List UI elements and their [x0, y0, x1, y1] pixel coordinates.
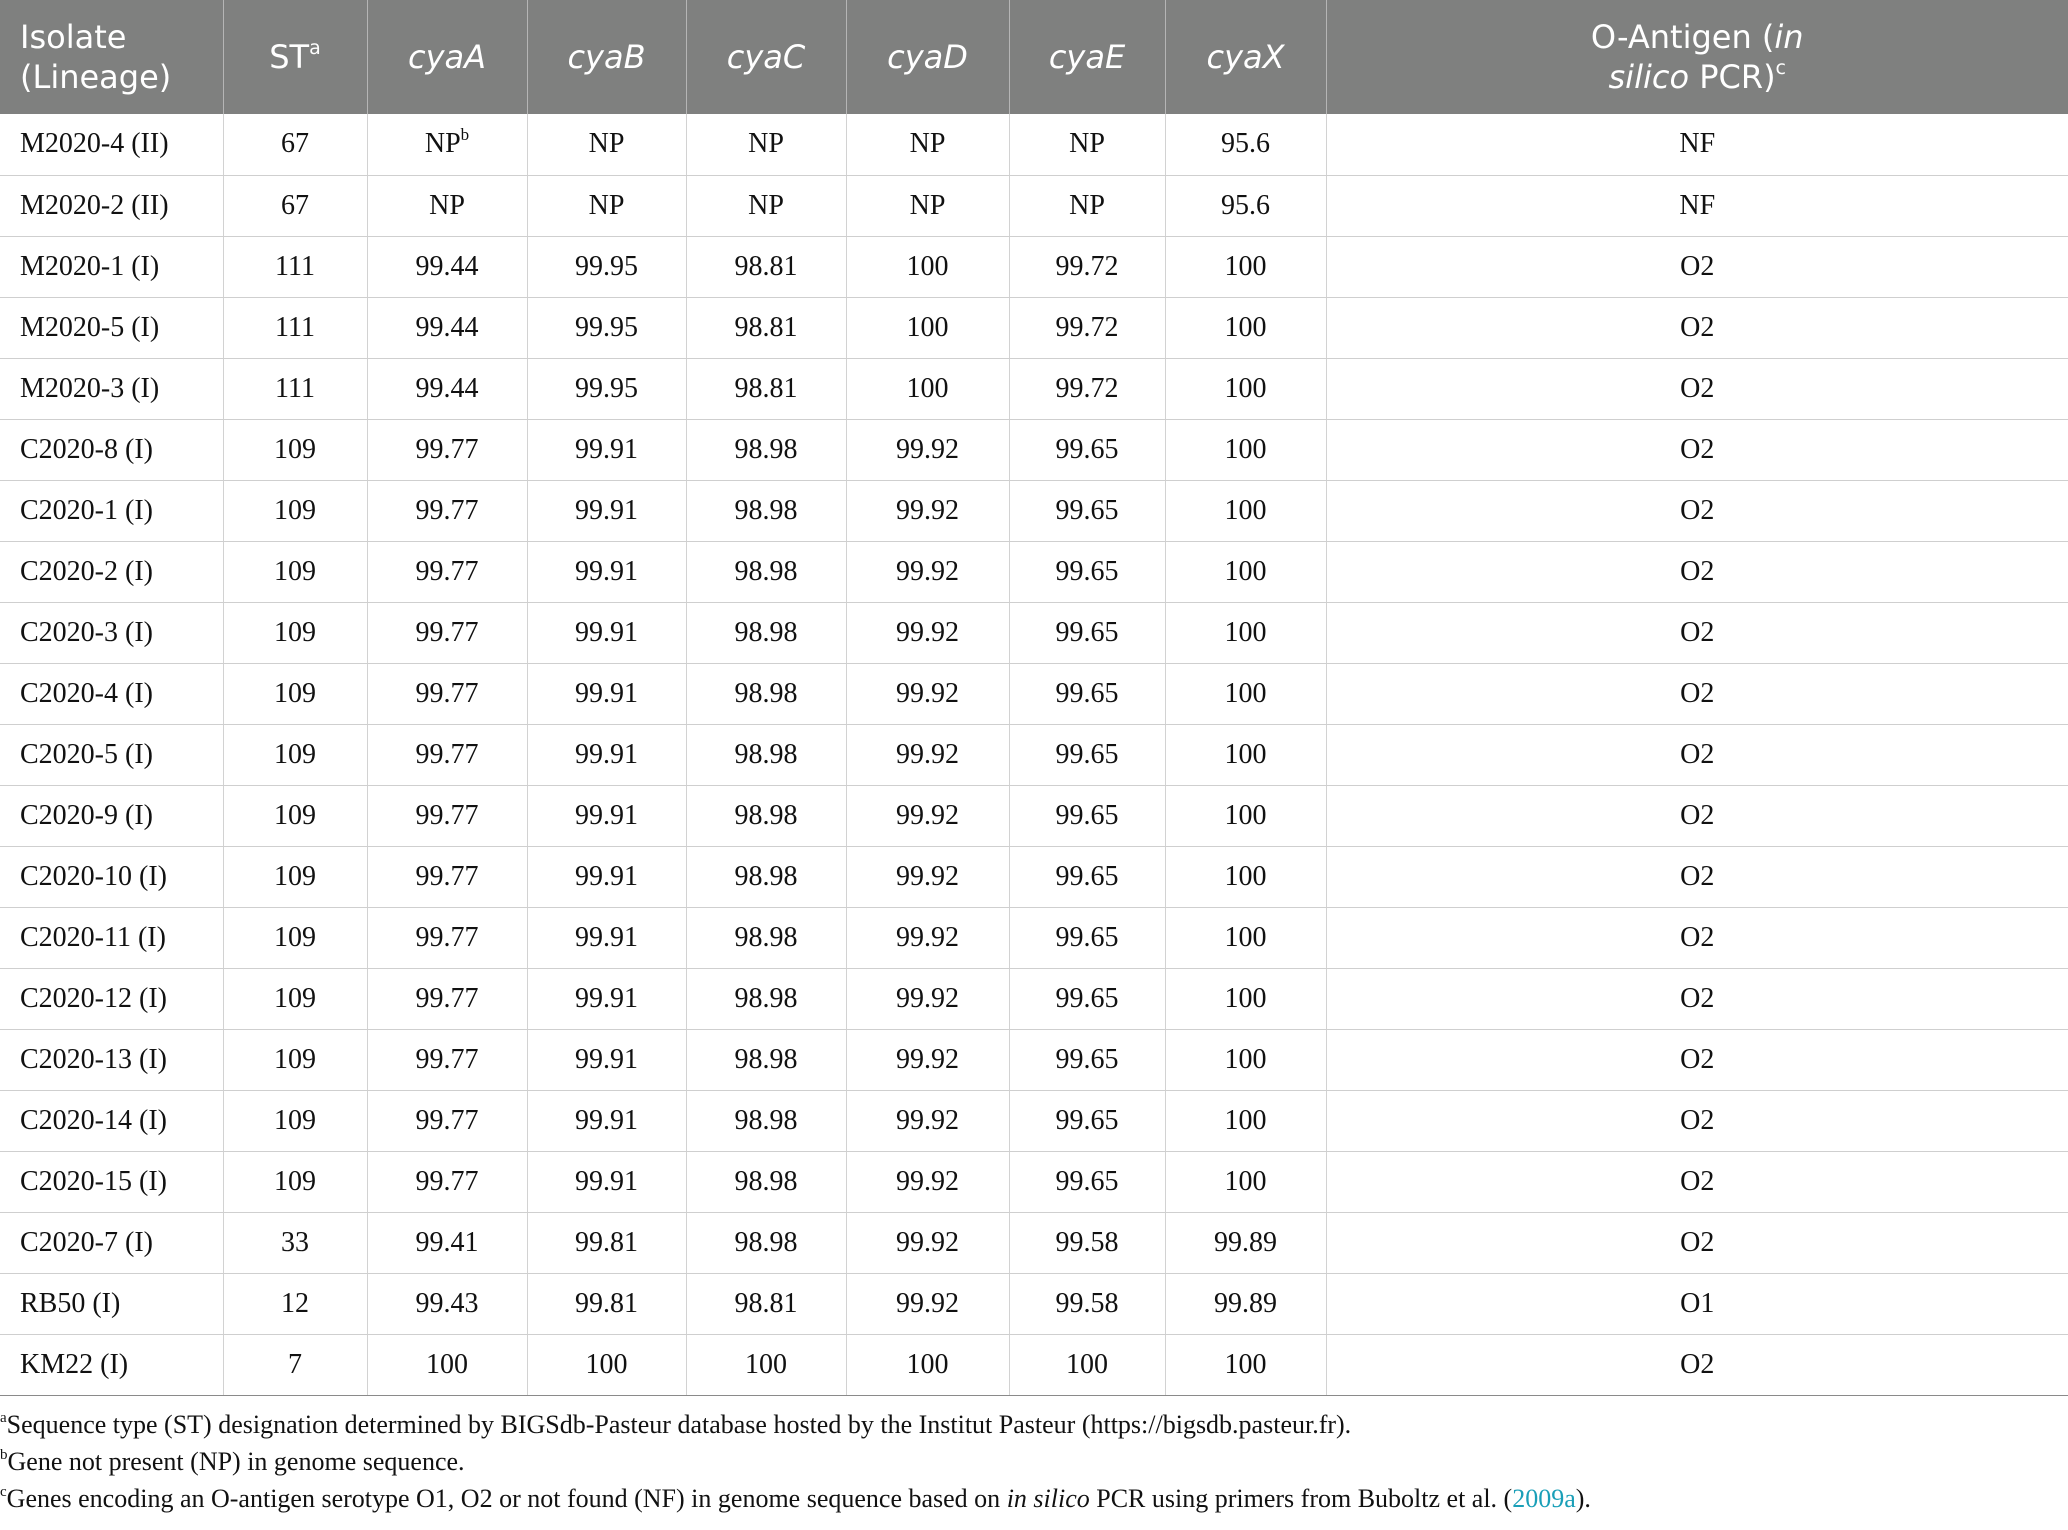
cell-cyaC: 98.98	[686, 1090, 846, 1151]
cell-cyaA: 99.77	[367, 541, 527, 602]
cell-cyaA: 99.77	[367, 968, 527, 1029]
cell-cyaD: 99.92	[846, 1212, 1009, 1273]
cell-o-antigen: O2	[1326, 1151, 2068, 1212]
cell-cyaA: 99.77	[367, 480, 527, 541]
cell-o-antigen: O2	[1326, 1334, 2068, 1395]
cell-cyaX: 100	[1165, 602, 1326, 663]
cell-cyaD: 100	[846, 1334, 1009, 1395]
cell-cyaE: 99.65	[1009, 785, 1165, 846]
table-row	[0, 968, 2068, 1029]
cell-o-antigen: O2	[1326, 846, 2068, 907]
table-row	[0, 907, 2068, 968]
cell-isolate: C2020-8 (I)	[0, 419, 223, 480]
cell-isolate: C2020-15 (I)	[0, 1151, 223, 1212]
cell-isolate: C2020-14 (I)	[0, 1090, 223, 1151]
cell-cyaB: 99.91	[527, 1090, 686, 1151]
cell-isolate: C2020-1 (I)	[0, 480, 223, 541]
cell-cyaA: $NP^b$	[367, 114, 527, 175]
cell-cyaE: NP	[1009, 175, 1165, 236]
cell-o-antigen: O2	[1326, 236, 2068, 297]
cell-o-antigen: O2	[1326, 358, 2068, 419]
cell-cyaB: NP	[527, 175, 686, 236]
cell-cyaE: 99.65	[1009, 1151, 1165, 1212]
cell-cyaE: 99.72	[1009, 358, 1165, 419]
cell-cyaX: 100	[1165, 1090, 1326, 1151]
table-row	[0, 663, 2068, 724]
cell-o-antigen: NF	[1326, 114, 2068, 175]
cell-cyaA: NP	[367, 175, 527, 236]
header-st: $ST^a$	[223, 0, 367, 114]
cell-o-antigen: O2	[1326, 785, 2068, 846]
cell-cyaA: 99.77	[367, 419, 527, 480]
footnote-b: $^b$Gene not present (NP) in genome sequence.	[0, 1447, 465, 1476]
cell-cyaX: 100	[1165, 236, 1326, 297]
cell-cyaB: 99.91	[527, 907, 686, 968]
cell-cyaC: 98.98	[686, 419, 846, 480]
table-row	[0, 480, 2068, 541]
cell-cyaB: 99.95	[527, 236, 686, 297]
footnote-c: $^c$Genes encoding an O-antigen serotype O1, O2 or not found (NF) in genome sequence based on in silico PCR using primers from Buboltz et al. (2009a).	[0, 1484, 1591, 1513]
cell-cyaX: 95.6	[1165, 175, 1326, 236]
cell-cyaD: 100	[846, 236, 1009, 297]
cell-cyaD: 99.92	[846, 907, 1009, 968]
cell-isolate: C2020-13 (I)	[0, 1029, 223, 1090]
cell-cyaD: 99.92	[846, 1151, 1009, 1212]
cell-cyaE: 99.65	[1009, 541, 1165, 602]
cell-cyaE: 99.65	[1009, 968, 1165, 1029]
cell-cyaB: 99.91	[527, 541, 686, 602]
cell-cyaC: 100	[686, 1334, 846, 1395]
cell-cyaE: 99.58	[1009, 1212, 1165, 1273]
citation-link[interactable]: 2009a	[1512, 1484, 1576, 1513]
cell-isolate: C2020-10 (I)	[0, 846, 223, 907]
cell-cyaD: 100	[846, 297, 1009, 358]
cell-cyaX: 100	[1165, 724, 1326, 785]
cell-cyaD: 99.92	[846, 846, 1009, 907]
cell-cyaE: 99.72	[1009, 236, 1165, 297]
cell-o-antigen: O2	[1326, 968, 2068, 1029]
cell-cyaB: 99.95	[527, 297, 686, 358]
cell-cyaD: 99.92	[846, 724, 1009, 785]
table-row	[0, 236, 2068, 297]
cell-st: 109	[223, 541, 367, 602]
table-row	[0, 846, 2068, 907]
cell-cyaB: 99.91	[527, 968, 686, 1029]
cell-cyaE: 99.58	[1009, 1273, 1165, 1334]
header-cyaX: cyaX	[1165, 0, 1326, 114]
cell-cyaC: NP	[686, 175, 846, 236]
cell-cyaX: 100	[1165, 419, 1326, 480]
cell-cyaE: 99.65	[1009, 480, 1165, 541]
cell-cyaC: 98.81	[686, 358, 846, 419]
cell-cyaC: 98.98	[686, 541, 846, 602]
table-row	[0, 541, 2068, 602]
cell-cyaE: 99.65	[1009, 602, 1165, 663]
cell-cyaC: 98.98	[686, 907, 846, 968]
header-cyaE: cyaE	[1009, 0, 1165, 114]
cell-isolate: RB50 (I)	[0, 1273, 223, 1334]
cell-isolate: C2020-2 (I)	[0, 541, 223, 602]
table-body	[0, 114, 2068, 1395]
cell-st: 109	[223, 968, 367, 1029]
cell-cyaA: 99.77	[367, 724, 527, 785]
cell-cyaD: NP	[846, 175, 1009, 236]
header-o-antigen: O-Antigen (in silico PCR)$^c$	[1326, 0, 2068, 114]
table-row	[0, 114, 2068, 175]
cell-cyaX: 100	[1165, 785, 1326, 846]
cell-o-antigen: O2	[1326, 1212, 2068, 1273]
table-row	[0, 1029, 2068, 1090]
cell-cyaX: 99.89	[1165, 1212, 1326, 1273]
cell-cyaA: 99.44	[367, 236, 527, 297]
cell-cyaD: 100	[846, 358, 1009, 419]
cell-isolate: C2020-3 (I)	[0, 602, 223, 663]
cell-st: 109	[223, 907, 367, 968]
cell-st: 33	[223, 1212, 367, 1273]
cell-cyaE: NP	[1009, 114, 1165, 175]
cell-cyaB: 99.81	[527, 1273, 686, 1334]
cell-cyaC: 98.98	[686, 724, 846, 785]
cell-cyaC: 98.98	[686, 1151, 846, 1212]
table-header-row	[0, 0, 2068, 114]
cell-st: 67	[223, 175, 367, 236]
cell-o-antigen: O2	[1326, 419, 2068, 480]
cell-cyaE: 99.65	[1009, 907, 1165, 968]
footnote-a: $^a$Sequence type (ST) designation determined by BIGSdb-Pasteur database hosted by the Institut Pasteur (https://bigsdb.pasteur.fr).	[0, 1410, 1352, 1439]
cell-isolate: C2020-9 (I)	[0, 785, 223, 846]
cell-cyaE: 99.65	[1009, 663, 1165, 724]
cell-cyaD: 99.92	[846, 1090, 1009, 1151]
table-row	[0, 785, 2068, 846]
cell-cyaC: NP	[686, 114, 846, 175]
header-isolate: Isolate (Lineage)	[0, 0, 223, 114]
table-row	[0, 1273, 2068, 1334]
table-row	[0, 724, 2068, 785]
cell-cyaC: 98.98	[686, 663, 846, 724]
cell-cyaX: 100	[1165, 968, 1326, 1029]
cell-cyaC: 98.98	[686, 968, 846, 1029]
cell-st: 109	[223, 724, 367, 785]
cell-cyaC: 98.98	[686, 1029, 846, 1090]
cell-st: 109	[223, 785, 367, 846]
cell-cyaC: 98.98	[686, 602, 846, 663]
cell-cyaE: 99.65	[1009, 419, 1165, 480]
cell-o-antigen: O2	[1326, 541, 2068, 602]
cell-o-antigen: NF	[1326, 175, 2068, 236]
cell-cyaE: 100	[1009, 1334, 1165, 1395]
cell-cyaX: 100	[1165, 1151, 1326, 1212]
cell-st: 109	[223, 602, 367, 663]
table-row	[0, 358, 2068, 419]
cell-st: 111	[223, 358, 367, 419]
cell-cyaA: 99.77	[367, 1090, 527, 1151]
cell-cyaC: 98.81	[686, 236, 846, 297]
cell-cyaX: 100	[1165, 358, 1326, 419]
cell-isolate: C2020-4 (I)	[0, 663, 223, 724]
cell-o-antigen: O2	[1326, 663, 2068, 724]
cell-isolate: M2020-5 (I)	[0, 297, 223, 358]
cell-cyaX: 100	[1165, 541, 1326, 602]
cell-cyaC: 98.98	[686, 1212, 846, 1273]
cell-cyaX: 100	[1165, 1029, 1326, 1090]
cell-cyaD: 99.92	[846, 419, 1009, 480]
cell-cyaA: 99.43	[367, 1273, 527, 1334]
cell-st: 109	[223, 1029, 367, 1090]
cell-cyaB: 99.91	[527, 419, 686, 480]
cell-cyaB: 99.95	[527, 358, 686, 419]
table-row	[0, 1090, 2068, 1151]
table-row	[0, 1334, 2068, 1395]
cell-cyaX: 100	[1165, 480, 1326, 541]
cell-cyaA: 99.44	[367, 297, 527, 358]
cell-st: 111	[223, 297, 367, 358]
cell-cyaE: 99.65	[1009, 1090, 1165, 1151]
table-row	[0, 1212, 2068, 1273]
cell-st: 109	[223, 419, 367, 480]
cell-cyaC: 98.98	[686, 785, 846, 846]
cell-cyaC: 98.81	[686, 297, 846, 358]
cell-cyaE: 99.72	[1009, 297, 1165, 358]
cell-cyaC: 98.98	[686, 846, 846, 907]
cell-cyaD: 99.92	[846, 602, 1009, 663]
cell-cyaX: 100	[1165, 663, 1326, 724]
cell-st: 12	[223, 1273, 367, 1334]
cell-cyaD: 99.92	[846, 1273, 1009, 1334]
cell-st: 109	[223, 663, 367, 724]
cell-st: 109	[223, 480, 367, 541]
cell-cyaD: 99.92	[846, 1029, 1009, 1090]
cell-cyaA: 99.77	[367, 846, 527, 907]
table-footnotes	[0, 1406, 2068, 1517]
cell-cyaX: 95.6	[1165, 114, 1326, 175]
cell-cyaA: 99.44	[367, 358, 527, 419]
cell-st: 111	[223, 236, 367, 297]
cell-cyaE: 99.65	[1009, 1029, 1165, 1090]
cell-isolate: C2020-7 (I)	[0, 1212, 223, 1273]
cell-cyaC: 98.98	[686, 480, 846, 541]
cell-cyaE: 99.65	[1009, 846, 1165, 907]
cell-o-antigen: O2	[1326, 907, 2068, 968]
cell-cyaX: 100	[1165, 1334, 1326, 1395]
cell-isolate: C2020-12 (I)	[0, 968, 223, 1029]
cell-cyaB: 99.91	[527, 480, 686, 541]
cell-cyaB: 99.91	[527, 724, 686, 785]
cell-cyaX: 99.89	[1165, 1273, 1326, 1334]
header-cyaA: cyaA	[367, 0, 527, 114]
cell-cyaX: 100	[1165, 907, 1326, 968]
cell-cyaB: 99.91	[527, 1151, 686, 1212]
cell-cyaD: 99.92	[846, 480, 1009, 541]
cell-cyaD: NP	[846, 114, 1009, 175]
cell-cyaD: 99.92	[846, 663, 1009, 724]
cell-st: 7	[223, 1334, 367, 1395]
cell-cyaX: 100	[1165, 297, 1326, 358]
cell-st: 109	[223, 1090, 367, 1151]
cell-cyaD: 99.92	[846, 541, 1009, 602]
cell-isolate: M2020-1 (I)	[0, 236, 223, 297]
cell-cyaB: 99.91	[527, 846, 686, 907]
cell-isolate: M2020-4 (II)	[0, 114, 223, 175]
cell-cyaD: 99.92	[846, 968, 1009, 1029]
cell-cyaA: 100	[367, 1334, 527, 1395]
cell-cyaA: 99.41	[367, 1212, 527, 1273]
cell-cyaX: 100	[1165, 846, 1326, 907]
cell-st: 109	[223, 846, 367, 907]
cell-st: 67	[223, 114, 367, 175]
table-row	[0, 602, 2068, 663]
cell-cyaB: 99.91	[527, 1029, 686, 1090]
table-row	[0, 297, 2068, 358]
cell-isolate: M2020-2 (II)	[0, 175, 223, 236]
header-cyaC: cyaC	[686, 0, 846, 114]
cell-cyaB: 99.91	[527, 602, 686, 663]
cell-cyaC: 98.81	[686, 1273, 846, 1334]
cell-cyaA: 99.77	[367, 907, 527, 968]
cell-cyaA: 99.77	[367, 1151, 527, 1212]
cell-cyaB: 99.91	[527, 663, 686, 724]
cell-o-antigen: O2	[1326, 1029, 2068, 1090]
cell-o-antigen: O2	[1326, 297, 2068, 358]
cell-o-antigen: O2	[1326, 724, 2068, 785]
footnote-marker: b	[460, 125, 470, 145]
table-row	[0, 419, 2068, 480]
cell-isolate: KM22 (I)	[0, 1334, 223, 1395]
cell-cyaA: 99.77	[367, 663, 527, 724]
cell-cyaB: 100	[527, 1334, 686, 1395]
cell-cyaA: 99.77	[367, 1029, 527, 1090]
cell-o-antigen: O2	[1326, 480, 2068, 541]
cell-st: 109	[223, 1151, 367, 1212]
cell-cyaA: 99.77	[367, 785, 527, 846]
cell-o-antigen: O2	[1326, 602, 2068, 663]
header-cyaD: cyaD	[846, 0, 1009, 114]
cell-cyaB: 99.81	[527, 1212, 686, 1273]
cell-cyaE: 99.65	[1009, 724, 1165, 785]
cell-cyaA: 99.77	[367, 602, 527, 663]
cell-cyaB: NP	[527, 114, 686, 175]
cell-cyaD: 99.92	[846, 785, 1009, 846]
table-row	[0, 1151, 2068, 1212]
cell-o-antigen: O1	[1326, 1273, 2068, 1334]
cell-cyaB: 99.91	[527, 785, 686, 846]
header-cyaB: cyaB	[527, 0, 686, 114]
cell-isolate: M2020-3 (I)	[0, 358, 223, 419]
cell-isolate: C2020-11 (I)	[0, 907, 223, 968]
cell-o-antigen: O2	[1326, 1090, 2068, 1151]
table-row	[0, 175, 2068, 236]
cell-isolate: C2020-5 (I)	[0, 724, 223, 785]
